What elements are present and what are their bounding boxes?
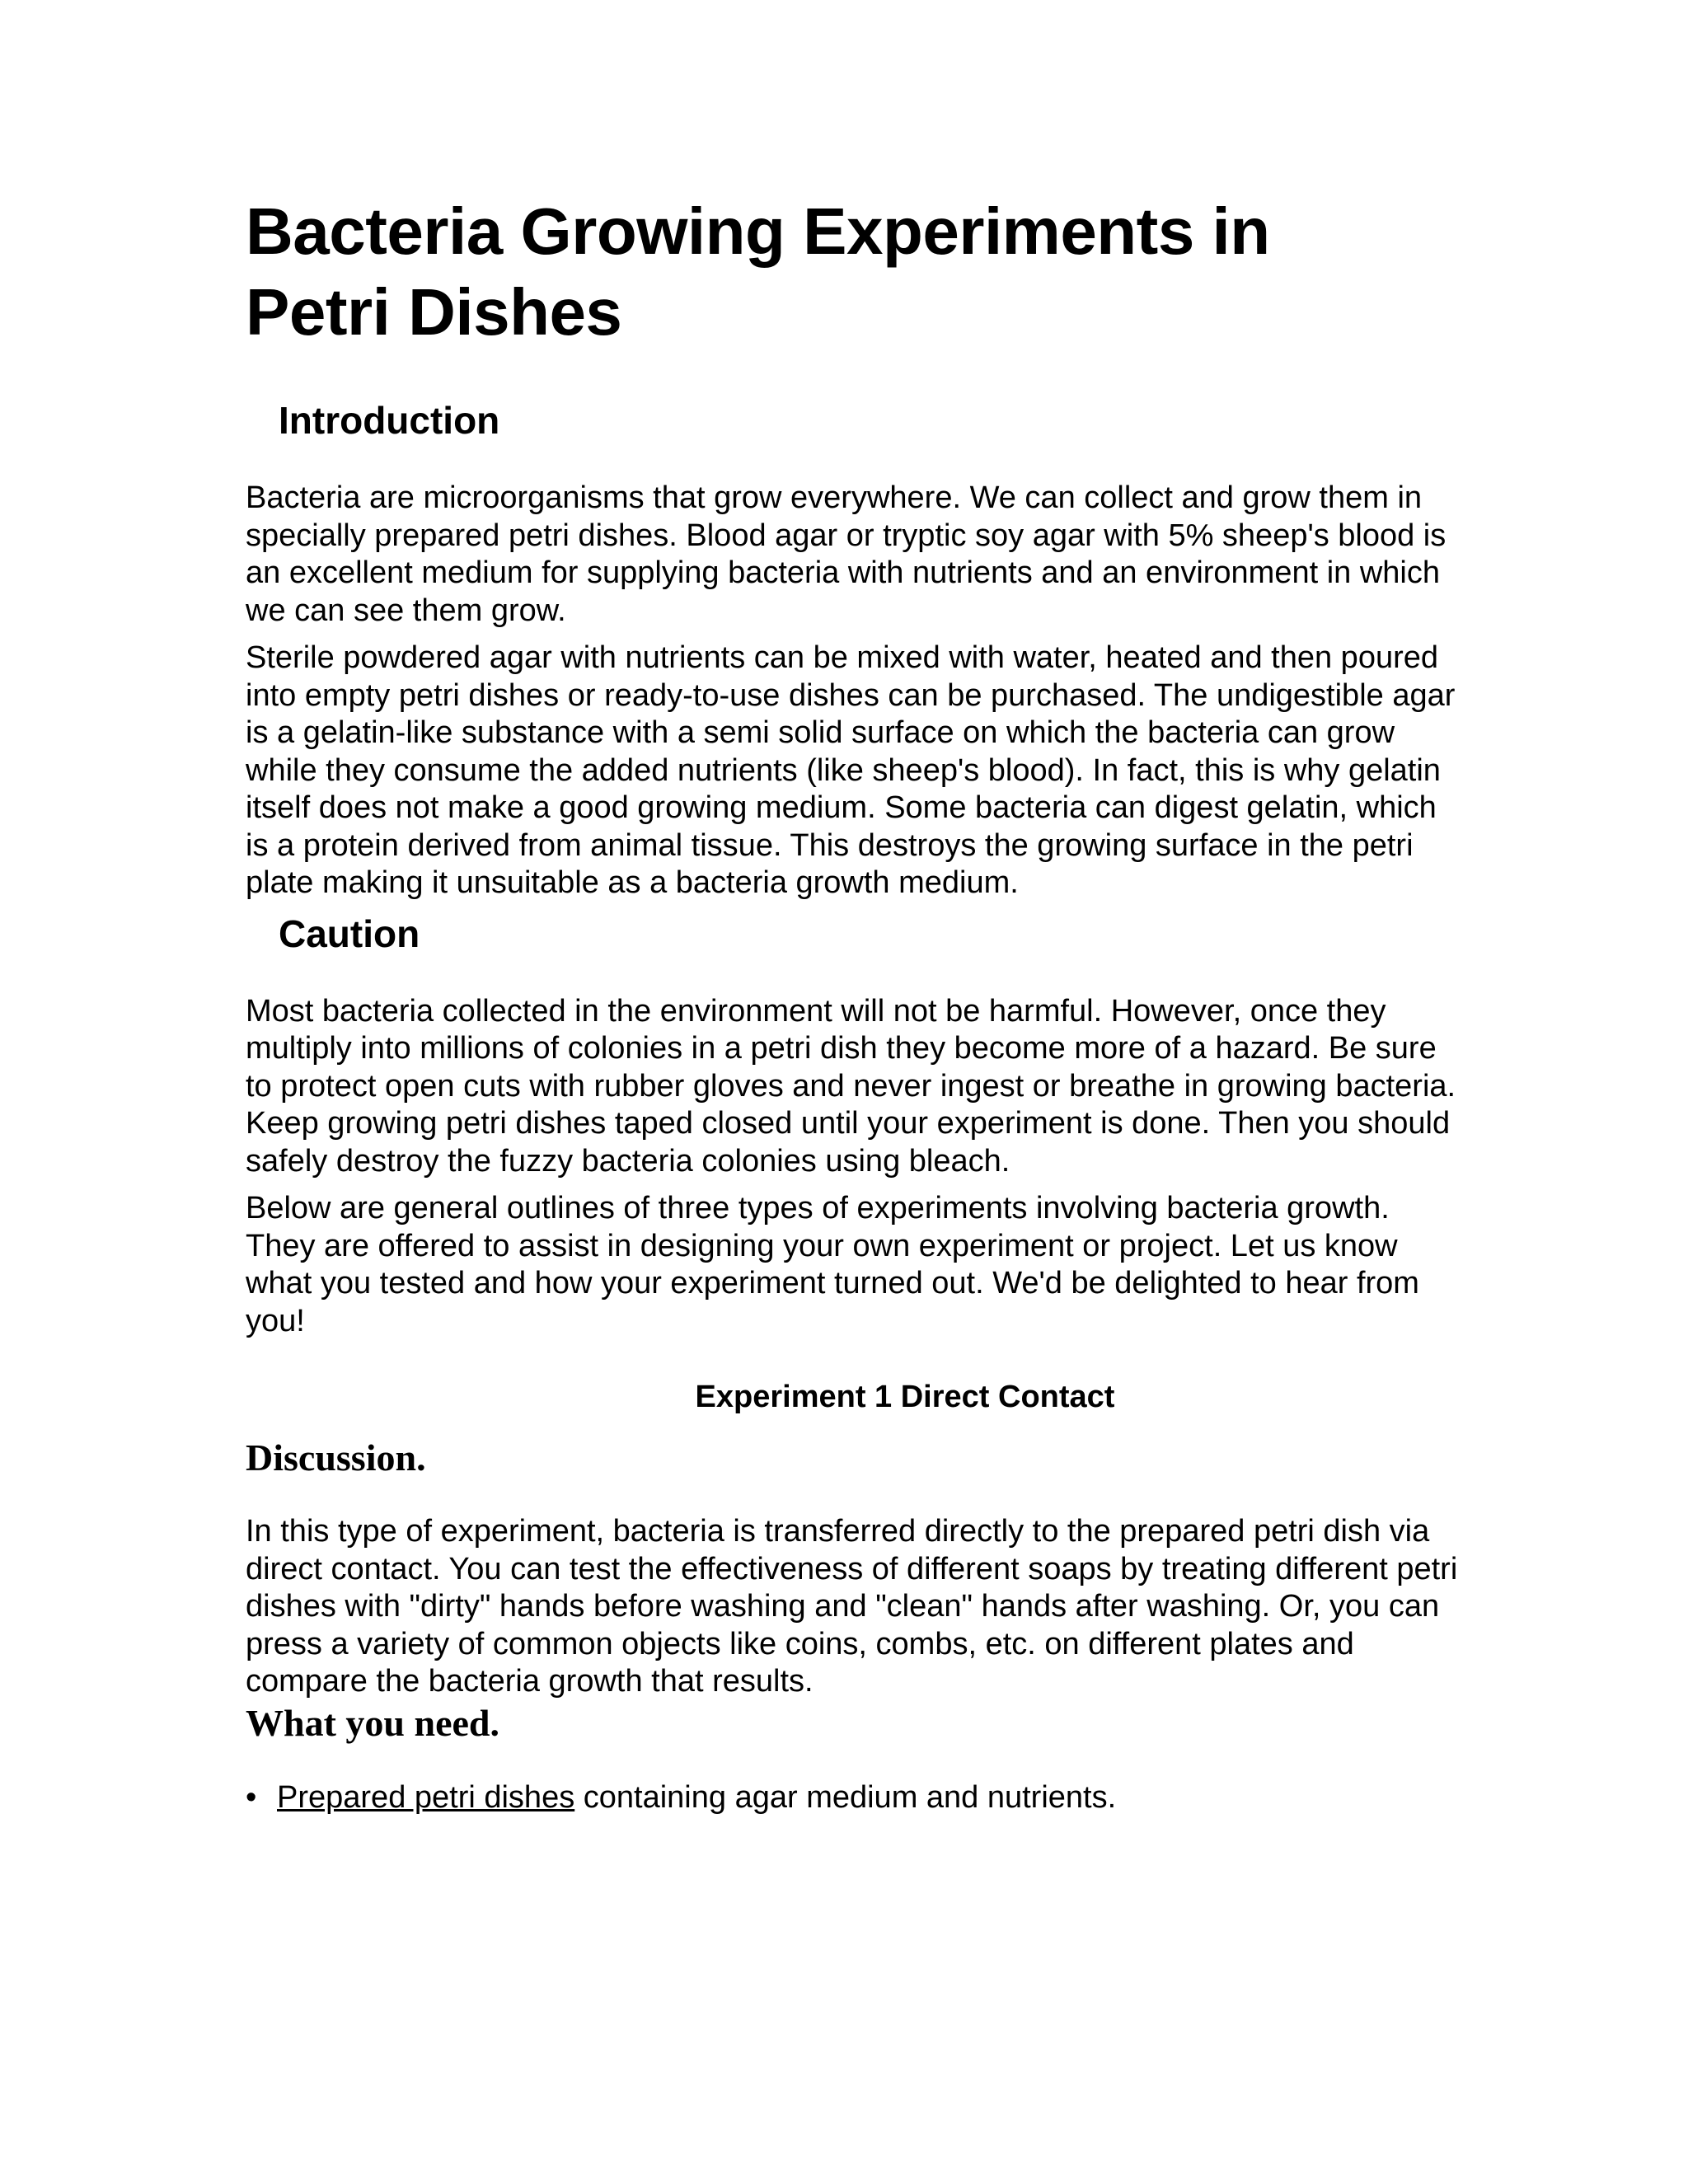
list-item-text: containing agar medium and nutrients. <box>574 1779 1117 1815</box>
list-item <box>246 1779 1465 1816</box>
introduction-paragraph-2: Sterile powdered agar with nutrients can be mixed with water, heated and then poured into empty petri dishes or ready-to-use dishes can be purchased. The undigestible agar is a gelatin-like substance with a semi solid surface on which the bacteria can grow while they consume the added nutrients (like sheep's blood). In fact, this is why gelatin itself does not make a good growing medium. Some bacteria can digest gelatin, which is a protein derived from animal tissue. This destroys the growing surface in the petri plate making it unsuitable as a bacteria growth medium. <box>246 640 1456 900</box>
caution-heading: Caution <box>279 912 420 955</box>
experiment-1-heading: Experiment 1 Direct Contact <box>695 1380 1115 1414</box>
document-page <box>246 191 1465 1816</box>
title-line-1: Bacteria Growing Experiments in <box>246 194 1270 268</box>
bullet-marker: • <box>246 1779 257 1815</box>
caution-paragraph-1: Most bacteria collected in the environment will not be harmful. However, once they multiply into millions of colonies in a petri dish they become more of a hazard. Be sure to protect open cuts with rubber gloves and never ingest or breathe in growing bacteria. Keep growing petri dishes taped closed until your experiment is done. Then you should safely destroy the fuzzy bacteria colonies using bleach. <box>246 993 1456 1179</box>
introduction-heading: Introduction <box>279 399 500 442</box>
prepared-petri-dishes-link[interactable]: Prepared petri dishes <box>277 1779 575 1815</box>
introduction-paragraph-1: Bacteria are microorganisms that grow everywhere. We can collect and grow them in specially prepared petri dishes. Blood agar or tryptic soy agar with 5% sheep's blood is an excellent medium for supplying bacteria with nutrients and an environment in which we can see them grow. <box>246 480 1447 628</box>
caution-paragraph-2: Below are general outlines of three types of experiments involving bacteria growth. They are offered to assist in designing your own experiment or project. Let us know what you tested and how your experiment turned out. We'd be delighted to hear from you! <box>246 1191 1419 1338</box>
discussion-heading: Discussion. <box>246 1436 426 1479</box>
title-line-2: Petri Dishes <box>246 275 622 349</box>
document-title <box>246 191 1465 353</box>
what-you-need-heading: What you need. <box>246 1701 499 1744</box>
discussion-paragraph: In this type of experiment, bacteria is transferred directly to the prepared petri dish via direct contact. You can test the effectiveness of different soaps by treating different petri dishes with "dirty" hands before washing and "clean" hands after washing. Or, you can press a variety of common objects like coins, combs, etc. on different plates and compare the bacteria growth that results. <box>246 1514 1458 1699</box>
